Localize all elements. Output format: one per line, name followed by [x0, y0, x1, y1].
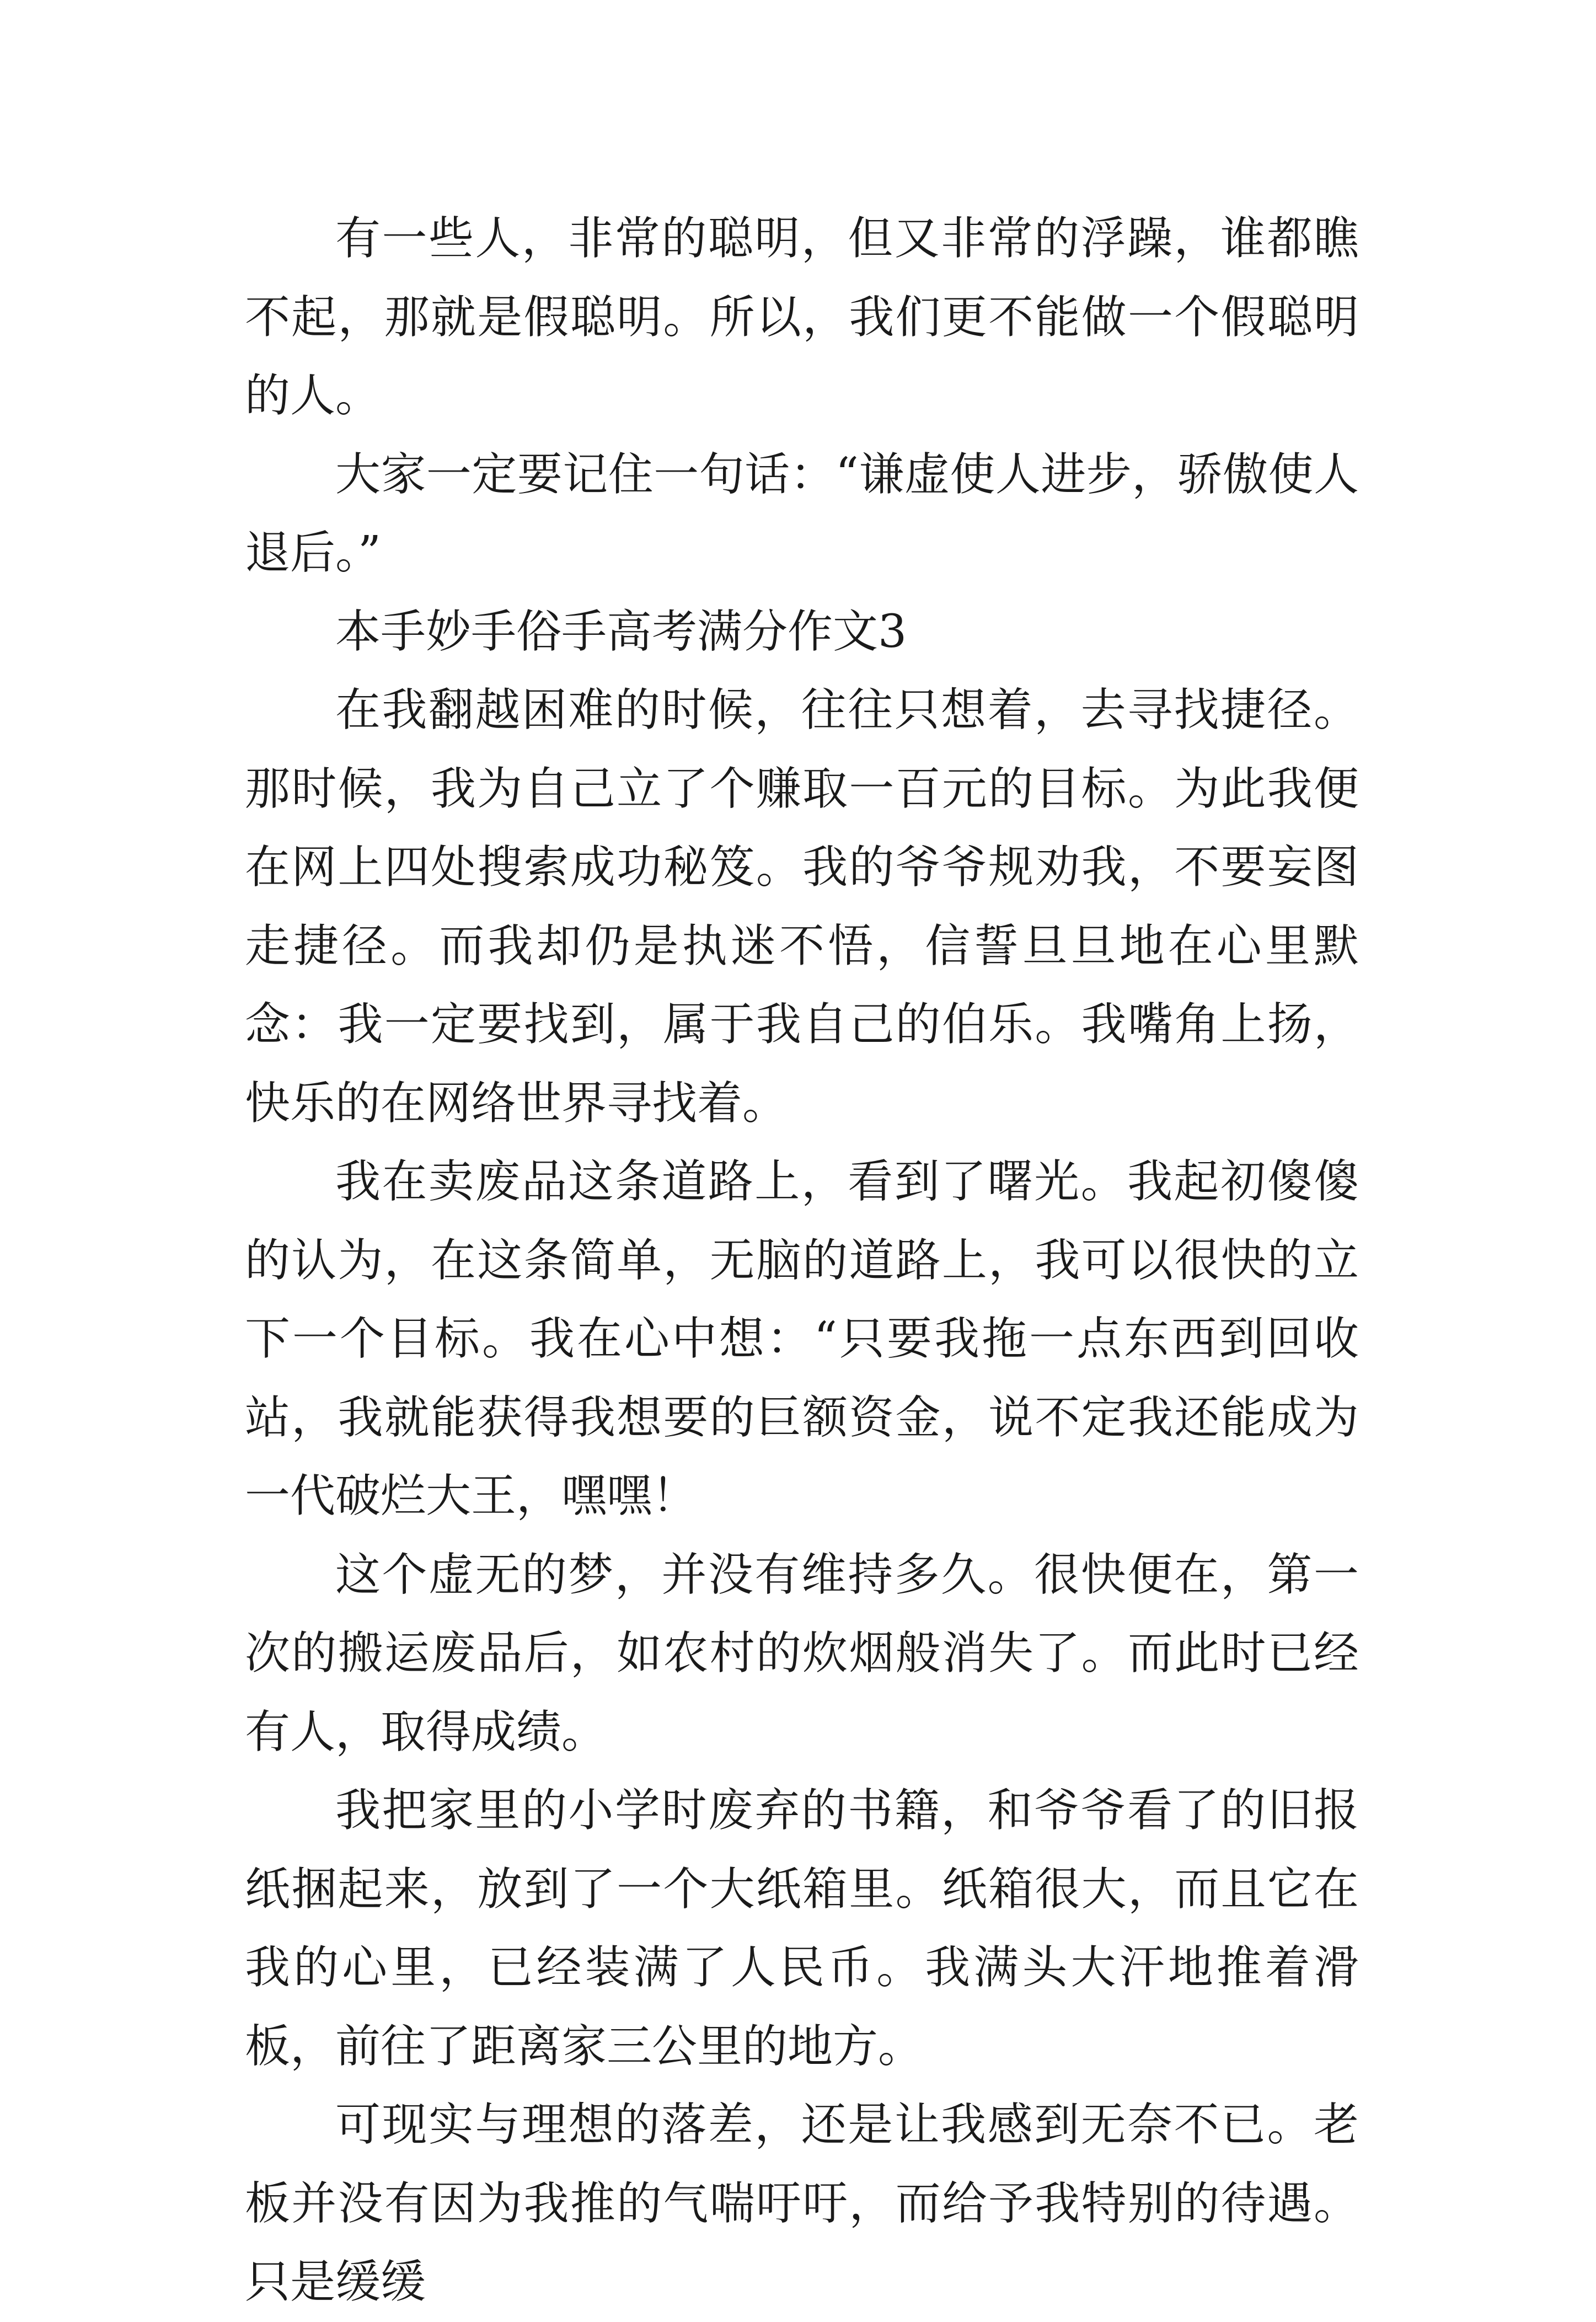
- paragraph-3: 在我翻越困难的时候，往往只想着，去寻找捷径。那时候，我为自己立了个赚取一百元的目标。为此我便在网上四处搜索成功秘笈。我的爷爷规劝我，不要妄图走捷径。而我却仍是执迷不悟，信誓旦旦地在心里默念：我一定要找到，属于我自己的伯乐。我嘴角上扬，快乐的在网络世界寻找着。: [245, 684, 1359, 1130]
- paragraph-7: 可现实与理想的落差，还是让我感到无奈不已。老板并没有因为我推的气喘吁吁，而给予我特别的待遇。只是缓缓: [245, 2099, 1359, 2308]
- paragraph-5: 这个虚无的梦，并没有维持多久。很快便在，第一次的搬运废品后，如农村的炊烟般消失了。而此时已经有人，取得成绩。: [245, 1548, 1359, 1758]
- essay-body: [245, 200, 1359, 2322]
- paragraph-6: 我把家里的小学时废弃的书籍，和爷爷看了的旧报纸捆起来，放到了一个大纸箱里。纸箱很大，而且它在我的心里，已经装满了人民币。我满头大汗地推着滑板，前往了距离家三公里的地方。: [245, 1784, 1359, 2073]
- paragraph-4: 我在卖废品这条道路上，看到了曙光。我起初傻傻的认为，在这条简单，无脑的道路上，我可以很快的立下一个目标。我在心中想：“只要我拖一点东西到回收站，我就能获得我想要的巨额资金，说不定我还能成为一代破烂大王，嘿嘿！: [245, 1155, 1359, 1522]
- essay-heading: 本手妙手俗手高考满分作文3: [335, 605, 907, 658]
- paragraph-2: 大家一定要记住一句话：“谦虚使人进步，骄傲使人退后。”: [245, 448, 1359, 579]
- paragraph-1: 有一些人，非常的聪明，但又非常的浮躁，谁都瞧不起，那就是假聪明。所以，我们更不能做一个假聪明的人。: [245, 212, 1359, 422]
